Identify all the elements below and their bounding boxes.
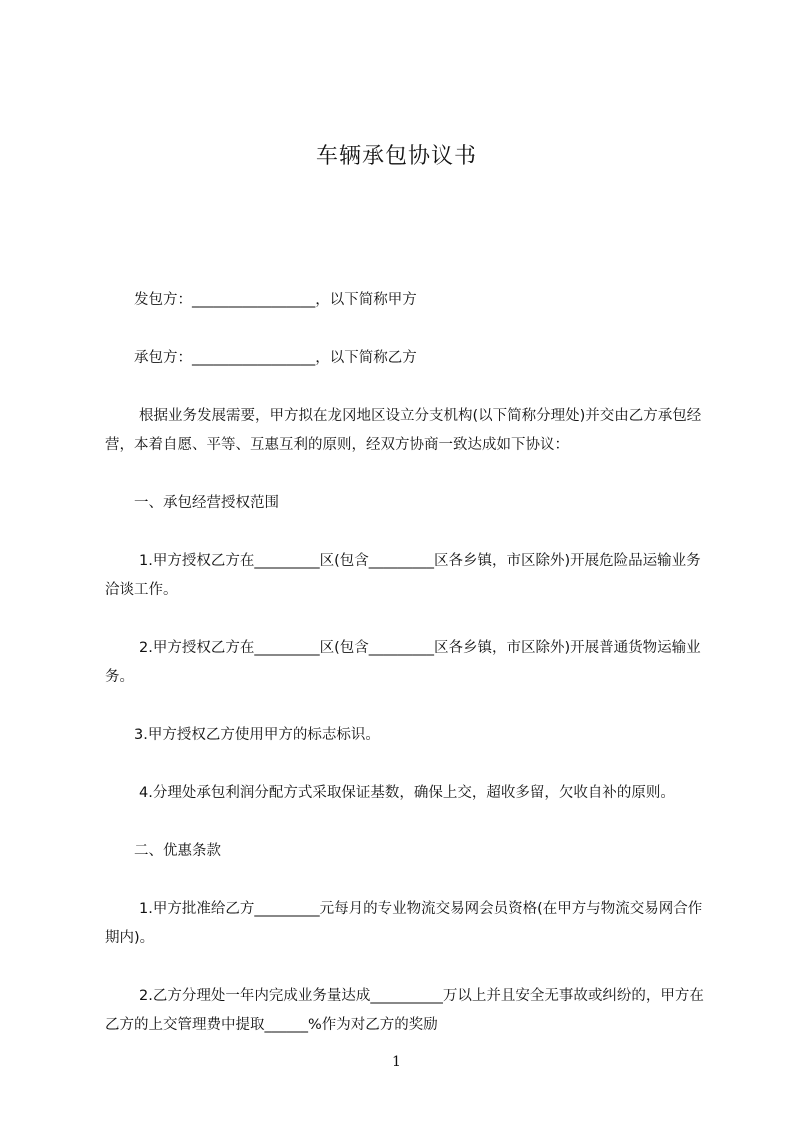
page-number: 1 xyxy=(392,1054,401,1070)
document-body xyxy=(105,286,709,1069)
document-title: 车辆承包协议书 xyxy=(315,144,477,169)
intro-paragraph: 根据业务发展需要，甲方拟在龙冈地区设立分支机构(以下简称分理处)并交由乙方承包经营，本着自愿、平等、互惠互利的原则，经双方协商一致达成如下协议： xyxy=(105,408,702,453)
section-2-item-2: 2.乙方分理处一年内完成业务量达成__________万以上并且安全无事故或纠纷的，甲方在乙方的上交管理费中提取______%作为对乙方的奖励 xyxy=(105,988,704,1033)
section-1-item-2: 2.甲方授权乙方在_________区(包含_________区各乡镇，市区除外)开展普通货物运输业务。 xyxy=(105,640,701,685)
section-1-item-1: 1.甲方授权乙方在_________区(包含_________区各乡镇，市区除外)开展危险品运输业务洽谈工作。 xyxy=(105,553,701,598)
section-1-heading: 一、承包经营授权范围 xyxy=(134,495,279,511)
section-2-item-1: 1.甲方批准给乙方_________元每月的专业物流交易网会员资格(在甲方与物流交易网合作期内)。 xyxy=(105,901,703,946)
party-a-line: 发包方：_________________，以下简称甲方 xyxy=(134,292,417,308)
section-1-item-4: 4.分理处承包利润分配方式采取保证基数，确保上交，超收多留，欠收自补的原则。 xyxy=(139,785,675,801)
section-1-item-3: 3.甲方授权乙方使用甲方的标志标识。 xyxy=(134,727,380,743)
section-2-heading: 二、优惠条款 xyxy=(134,843,221,859)
party-b-line: 承包方：_________________，以下简称乙方 xyxy=(134,350,417,366)
